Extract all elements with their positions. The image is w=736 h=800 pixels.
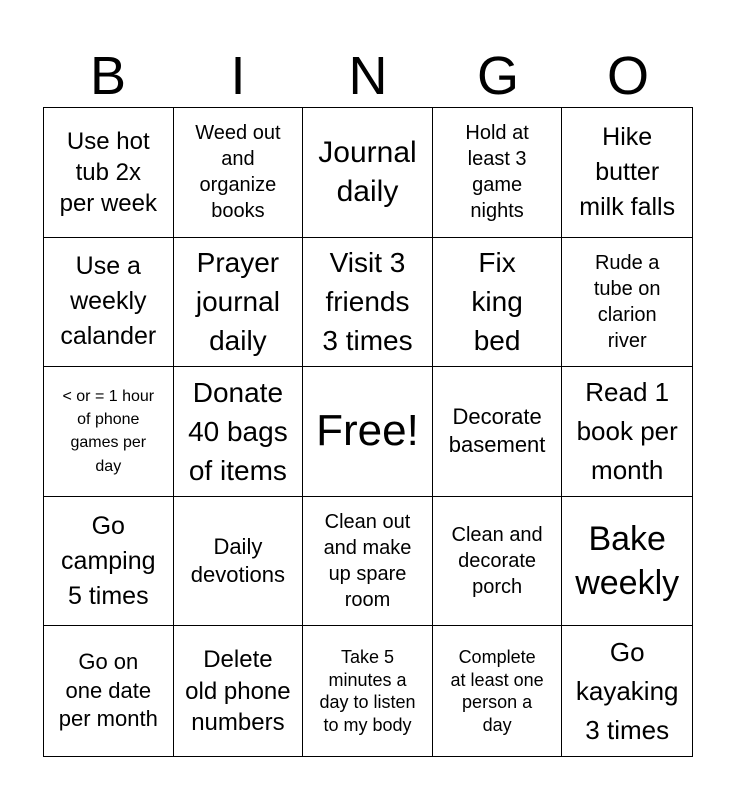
bingo-cell-r5c1[interactable] bbox=[44, 626, 174, 756]
bingo-cell-r4c5[interactable] bbox=[562, 497, 692, 627]
bingo-cell-r2c5[interactable] bbox=[562, 238, 692, 368]
cell-text: Hike butter milk falls bbox=[579, 122, 676, 221]
cell-text: Complete at least one person a day bbox=[450, 647, 544, 735]
bingo-cell-r3c2[interactable] bbox=[174, 367, 304, 497]
cell-text: Prayer journal daily bbox=[195, 247, 280, 357]
cell-text: Use hot tub 2x per week bbox=[59, 127, 157, 217]
cell-text: Clean and decorate porch bbox=[451, 524, 543, 599]
cell-text: Decorate basement bbox=[448, 403, 546, 458]
bingo-cell-r1c1[interactable] bbox=[44, 108, 174, 238]
bingo-cell-r5c5[interactable] bbox=[562, 626, 692, 756]
bingo-cell-r2c1[interactable] bbox=[44, 238, 174, 368]
bingo-cell-r3c4[interactable] bbox=[433, 367, 563, 497]
bingo-board bbox=[43, 107, 693, 757]
bingo-cell-r2c2[interactable] bbox=[174, 238, 304, 368]
cell-text: Use a weekly calander bbox=[60, 252, 157, 351]
bingo-cell-r3c3[interactable] bbox=[303, 367, 433, 497]
bingo-cell-r4c2[interactable] bbox=[174, 497, 304, 627]
bingo-cell-r2c4[interactable] bbox=[433, 238, 563, 368]
bingo-cell-r1c3[interactable] bbox=[303, 108, 433, 238]
bingo-cell-r4c3[interactable] bbox=[303, 497, 433, 627]
cell-text: Journal daily bbox=[318, 136, 417, 209]
cell-text: Donate 40 bags of items bbox=[188, 376, 288, 487]
cell-text: Fix king bed bbox=[471, 247, 523, 357]
header-letter-o: O bbox=[606, 46, 649, 106]
bingo-cell-r1c2[interactable] bbox=[174, 108, 304, 238]
bingo-cell-r5c2[interactable] bbox=[174, 626, 304, 756]
bingo-cell-r3c1[interactable] bbox=[44, 367, 174, 497]
cell-text: Go on one date per month bbox=[58, 649, 158, 732]
bingo-cell-r4c4[interactable] bbox=[433, 497, 563, 627]
bingo-cell-r3c5[interactable] bbox=[562, 367, 692, 497]
cell-text: < or = 1 hour of phone games per day bbox=[62, 388, 155, 475]
bingo-cell-r1c5[interactable] bbox=[562, 108, 692, 238]
cell-text: Hold at least 3 game nights bbox=[465, 122, 529, 223]
bingo-cell-r1c4[interactable] bbox=[433, 108, 563, 238]
bingo-cell-r5c4[interactable] bbox=[433, 626, 563, 756]
bingo-header bbox=[43, 44, 693, 108]
cell-text: Delete old phone numbers bbox=[185, 646, 291, 736]
cell-text: Go camping 5 times bbox=[61, 511, 156, 610]
bingo-cell-r2c3[interactable] bbox=[303, 238, 433, 368]
header-letter-b: B bbox=[89, 46, 127, 106]
cell-text: Weed out and organize books bbox=[195, 122, 281, 223]
cell-text: Visit 3 friends 3 times bbox=[322, 247, 413, 357]
header-letter-g: G bbox=[476, 46, 519, 106]
cell-text: Rude a tube on clarion river bbox=[593, 251, 661, 352]
bingo-cell-r5c3[interactable] bbox=[303, 626, 433, 756]
cell-text: Daily devotions bbox=[190, 533, 285, 588]
header-letter-n: N bbox=[348, 46, 388, 106]
bingo-cell-r4c1[interactable] bbox=[44, 497, 174, 627]
cell-text: Take 5 minutes a day to listen to my body bbox=[319, 647, 416, 735]
cell-text: Clean out and make up spare room bbox=[323, 511, 412, 612]
cell-text: Read 1 book per month bbox=[576, 376, 678, 485]
header-letter-i: I bbox=[230, 46, 246, 106]
cell-text: Free! bbox=[316, 406, 419, 456]
cell-text: Go kayaking 3 times bbox=[575, 636, 679, 745]
cell-text: Bake weekly bbox=[575, 519, 680, 603]
